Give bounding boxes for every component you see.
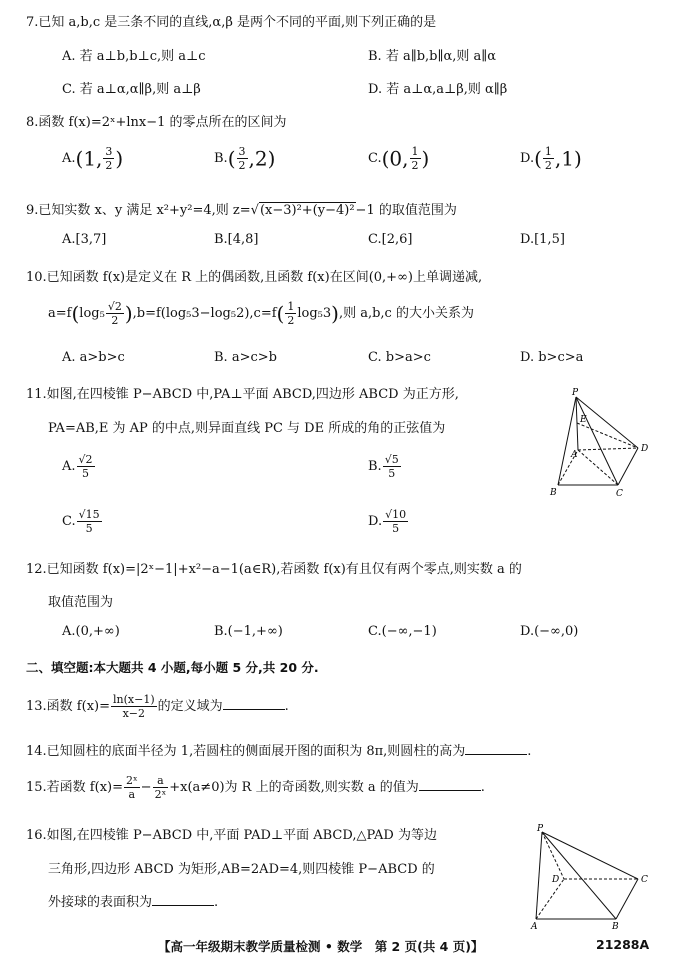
q10-c-frac	[285, 300, 296, 327]
q10-b-part: ,b=f(log₅3−log₅2),c=f	[132, 306, 277, 321]
q15-post: +x(a≠0)为 R 上的奇函数,则实数 a 的值为	[169, 780, 419, 795]
q8-b-num: 3	[238, 145, 246, 158]
q15-end: .	[480, 780, 485, 795]
q10-a-den: 2	[111, 314, 119, 327]
page-code: 21288A	[596, 937, 650, 952]
q11-fig-label-d: D	[641, 444, 649, 454]
q8-option-b	[214, 145, 275, 172]
q8-a-den: 2	[105, 159, 113, 172]
q13-post: 的定义域为	[157, 699, 223, 714]
q8-d-label: D.	[520, 151, 535, 166]
q13-den: x−2	[122, 707, 146, 720]
q13-frac	[111, 693, 157, 720]
q8-c-label: C.	[368, 151, 382, 166]
q13-pre: 13.函数 f(x)=	[26, 699, 110, 714]
q11-option-a	[62, 453, 96, 480]
q15-stem	[26, 774, 485, 801]
q16-fig-label-c: C	[641, 875, 648, 885]
q7-option-a: A. 若 a⊥b,b⊥c,则 a⊥c	[62, 49, 206, 64]
q16-fig-label-a: A	[531, 922, 538, 930]
q16-stem-3-text: 外接球的表面积为	[48, 895, 153, 910]
page-footer: 【高一年级期末教学质量检测 • 数学 第 2 页(共 4 页)】	[158, 939, 484, 954]
q16-stem-2: 三角形,四边形 ABCD 为矩形,AB=2AD=4,则四棱锥 P−ABCD 的	[48, 862, 435, 877]
q8-d-den: 2	[544, 159, 552, 172]
q11-a-label: A.	[62, 459, 76, 474]
q8-c-num: 1	[411, 145, 419, 158]
q11-b-label: B.	[368, 459, 382, 474]
q10-stem: 10.已知函数 f(x)是定义在 R 上的偶函数,且函数 f(x)在区间(0,+∞)上单调递减,	[26, 270, 483, 285]
q10-option-d: D. b>c>a	[520, 350, 584, 365]
q11-d-den: 5	[392, 522, 400, 535]
q7-stem: 7.已知 a,b,c 是三条不同的直线,α,β 是两个不同的平面,则下列正确的是	[26, 15, 437, 30]
q8-b-frac	[237, 145, 248, 172]
q12-stem-2: 取值范围为	[48, 595, 114, 610]
q11-stem-1: 11.如图,在四棱锥 P−ABCD 中,PA⊥平面 ABCD,四边形 ABCD 为正方形,	[26, 387, 459, 402]
q8-stem: 8.函数 f(x)=2ˣ+lnx−1 的零点所在的区间为	[26, 115, 287, 130]
q15-d2: 2ˣ	[154, 788, 167, 801]
q11-b-num: √5	[384, 453, 399, 466]
q15-frac-2	[153, 774, 169, 801]
q10-tail: ,则 a,b,c 的大小关系为	[338, 306, 474, 321]
q16-fig-label-b: B	[612, 922, 619, 930]
q8-a-frac	[103, 145, 114, 172]
q8-a-label: A.	[62, 151, 76, 166]
q10-c-log: log₅3	[297, 306, 332, 321]
q11-c-label: C.	[62, 514, 76, 529]
q11-d-label: D.	[368, 514, 383, 529]
q15-n2: a	[153, 774, 169, 788]
q10-c-den: 2	[287, 314, 295, 327]
q9-stem	[26, 199, 457, 218]
q15-frac-1	[124, 774, 140, 801]
q8-c-left: (0,	[381, 146, 409, 171]
q16-fig-label-d: D	[552, 875, 560, 885]
q11-fig-label-b: B	[550, 488, 557, 498]
q12-option-c: C.(−∞,−1)	[368, 624, 437, 639]
q13-num: ln(x−1)	[113, 693, 155, 706]
q11-stem-2: PA=AB,E 为 AP 的中点,则异面直线 PC 与 DE 所成的角的正弦值为	[48, 421, 446, 436]
q8-option-a	[62, 145, 123, 172]
q16-pyramid-figure	[528, 822, 658, 930]
q10-paren-close-1: )	[124, 301, 133, 326]
q13-end: .	[284, 699, 289, 714]
q8-b-den: 2	[238, 159, 246, 172]
q15-pre: 15.若函数 f(x)=	[26, 780, 123, 795]
q8-d-right: ,1)	[554, 146, 582, 171]
q9-option-a: A.[3,7]	[62, 232, 107, 247]
q11-c-den: 5	[85, 522, 93, 535]
q10-a-frac	[106, 300, 124, 327]
q11-a-num: √2	[78, 453, 93, 466]
q8-option-c	[368, 145, 429, 172]
q9-sqrt-sign: √	[250, 203, 259, 218]
q11-option-c	[62, 508, 103, 535]
q14-end: .	[527, 744, 532, 759]
q16-end: .	[214, 895, 219, 910]
q13-stem	[26, 693, 289, 720]
q10-paren-open-1: (	[71, 301, 80, 326]
q8-a-num: 3	[105, 145, 113, 158]
q14-stem	[26, 740, 531, 759]
q8-b-right: ,2)	[248, 146, 276, 171]
q13-answer-blank[interactable]	[223, 697, 285, 710]
q9-stem-a: 9.已知实数 x、y 满足 x²+y²=4,则 z=	[26, 203, 251, 218]
q15-n1: 2ˣ	[126, 774, 138, 787]
q11-b-den: 5	[388, 467, 396, 480]
q10-option-b: B. a>c>b	[214, 350, 277, 365]
q10-c-num: 1	[287, 300, 295, 313]
q10-a-num: √2	[107, 300, 122, 313]
q10-option-c: C. b>a>c	[368, 350, 431, 365]
q11-d-frac	[383, 508, 408, 535]
q11-a-frac	[77, 453, 95, 480]
q12-option-b: B.(−1,+∞)	[214, 624, 283, 639]
q10-a-log: log₅	[79, 306, 105, 321]
q12-option-a: A.(0,+∞)	[62, 624, 120, 639]
q14-text: 14.已知圆柱的底面半径为 1,若圆柱的侧面展开图的面积为 8π,则圆柱的高为	[26, 744, 466, 759]
q8-d-frac	[543, 145, 554, 172]
q10-expression	[48, 300, 474, 327]
q9-stem-b: −1 的取值范围为	[355, 203, 457, 218]
q11-a-den: 5	[82, 467, 90, 480]
q9-option-b: B.[4,8]	[214, 232, 259, 247]
q11-c-num: √15	[78, 508, 100, 521]
q15-minus: −	[140, 780, 152, 795]
q11-fig-label-e: E	[580, 415, 587, 425]
q15-d1: a	[128, 788, 136, 801]
q7-option-d: D. 若 a⊥α,a⊥β,则 α∥β	[368, 82, 508, 97]
q8-c-frac	[410, 145, 421, 172]
q8-a-left: (1,	[75, 146, 103, 171]
q11-fig-label-c: C	[616, 489, 623, 499]
q12-option-d: D.(−∞,0)	[520, 624, 579, 639]
q8-a-right: )	[115, 146, 124, 171]
q9-radicand: (x−3)²+(y−4)²	[259, 203, 355, 218]
q8-d-left: (	[534, 146, 542, 171]
q14-answer-blank[interactable]	[465, 742, 527, 755]
q16-answer-blank[interactable]	[152, 893, 214, 906]
q11-option-d	[368, 508, 409, 535]
section-fill-in-heading: 二、填空题:本大题共 4 小题,每小题 5 分,共 20 分.	[26, 660, 319, 675]
q11-b-frac	[383, 453, 401, 480]
q8-b-left: (	[227, 146, 236, 171]
q8-c-right: )	[421, 146, 430, 171]
q12-stem-1: 12.已知函数 f(x)=|2ˣ−1|+x²−a−1(a∈R),若函数 f(x)有且仅有两个零点,则实数 a 的	[26, 562, 522, 577]
q11-fig-label-a: A	[571, 450, 578, 460]
q7-option-b: B. 若 a∥b,b∥α,则 a∥α	[368, 49, 497, 64]
q11-pyramid-figure	[540, 385, 660, 503]
q11-option-b	[368, 453, 402, 480]
q9-option-c: C.[2,6]	[368, 232, 413, 247]
q16-stem-3	[48, 891, 218, 910]
q11-d-num: √10	[385, 508, 407, 521]
q8-d-num: 1	[544, 145, 552, 158]
q8-option-d	[520, 145, 582, 172]
q8-b-label: B.	[214, 151, 228, 166]
q7-option-c: C. 若 a⊥α,α∥β,则 a⊥β	[62, 82, 201, 97]
q16-fig-label-p: P	[537, 824, 544, 834]
q11-fig-label-p: P	[572, 388, 579, 398]
q16-stem-1: 16.如图,在四棱锥 P−ABCD 中,平面 PAD⊥平面 ABCD,△PAD 为等边	[26, 828, 437, 843]
q10-paren-open-2: (	[276, 301, 285, 326]
q11-c-frac	[77, 508, 102, 535]
q8-c-den: 2	[411, 159, 419, 172]
q10-option-a: A. a>b>c	[62, 350, 125, 365]
q10-paren-close-2: )	[331, 301, 339, 326]
q15-answer-blank[interactable]	[419, 778, 481, 791]
q10-a-pre: a=f	[48, 306, 72, 321]
q9-option-d: D.[1,5]	[520, 232, 565, 247]
